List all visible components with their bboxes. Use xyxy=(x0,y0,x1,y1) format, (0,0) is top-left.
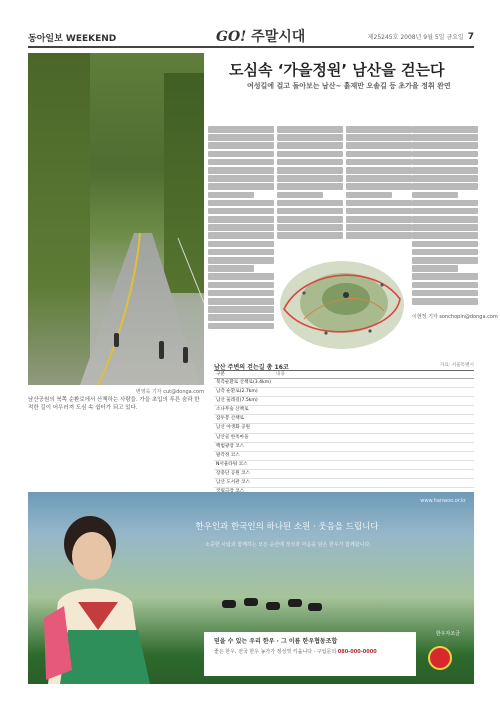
body-text-line xyxy=(412,298,478,305)
course-name: 잠두봉 산책로 xyxy=(216,416,245,422)
body-text-line xyxy=(346,167,412,174)
body-text-line xyxy=(208,306,274,313)
body-text-line xyxy=(208,282,274,289)
body-text-line xyxy=(277,167,343,174)
course-name: 남측 순환로(2.7km) xyxy=(216,389,258,395)
body-text-line xyxy=(346,224,412,231)
walking-course-table xyxy=(214,362,474,485)
table-row xyxy=(214,424,474,433)
body-text-line xyxy=(346,175,412,182)
table-row xyxy=(214,406,474,415)
ad-model-figure xyxy=(38,510,158,684)
body-text-line xyxy=(412,192,458,199)
body-text-line xyxy=(208,216,274,223)
body-text-line xyxy=(208,167,274,174)
table-row xyxy=(214,461,474,470)
course-description xyxy=(276,479,474,487)
body-text-line xyxy=(208,273,274,280)
header-meta xyxy=(368,32,474,42)
ad-strip-title: 믿을 수 있는 우리 한우 · 그 이름 한우협동조합 xyxy=(214,638,338,645)
table-header: 내용 xyxy=(276,372,285,377)
page-number: 7 xyxy=(467,32,474,42)
course-name: 남산골 한옥마을 xyxy=(216,434,249,440)
body-text-line xyxy=(412,216,478,223)
body-text-line xyxy=(412,249,478,256)
body-text-line xyxy=(208,200,274,207)
ad-phone: 080-000-0000 xyxy=(337,649,377,655)
body-text-line xyxy=(412,232,478,239)
body-text-line xyxy=(277,232,343,239)
body-text-line xyxy=(346,192,392,199)
table-source: 자료: 서울특별시 xyxy=(439,363,474,368)
ad-seal-logo xyxy=(428,646,452,670)
table-body xyxy=(214,379,474,497)
body-text-line xyxy=(208,134,274,141)
course-name: 백범광장 코스 xyxy=(216,443,245,449)
body-text-line xyxy=(208,232,274,239)
issue-date: 제25245호 2008년 9월 5일 금요일 xyxy=(367,34,464,41)
ad-info-strip xyxy=(204,632,416,676)
walker-figure xyxy=(114,333,119,347)
body-text-line xyxy=(208,151,274,158)
body-text-line xyxy=(346,183,412,190)
body-text-line xyxy=(412,257,478,264)
body-text-line xyxy=(412,159,478,166)
body-text-line xyxy=(412,142,478,149)
body-text-line xyxy=(208,175,274,182)
section-name: 주말시대 xyxy=(251,29,306,45)
ad-logo-label: 한우자조금 xyxy=(435,631,460,637)
course-description xyxy=(276,397,474,405)
body-text-line xyxy=(208,126,274,133)
table-row xyxy=(214,379,474,388)
course-description xyxy=(276,461,474,469)
course-description xyxy=(276,470,474,478)
body-text-line xyxy=(346,151,412,158)
body-text-line xyxy=(277,192,323,199)
course-name: 팔각정 코스 xyxy=(216,452,240,458)
body-text-line xyxy=(412,273,478,280)
course-description xyxy=(276,452,474,460)
body-text-line xyxy=(277,200,343,207)
article-subtitle: 여성길에 걸고 돌아보는 남산~ 흙재만 오솔길 등 초가을 정취 완연 xyxy=(247,82,451,90)
body-text-line xyxy=(208,298,274,305)
body-text-line xyxy=(277,175,343,182)
body-text-line xyxy=(208,265,254,272)
article-photo xyxy=(28,53,204,385)
newspaper-name: 동아일보 WEEKEND xyxy=(28,34,117,44)
page-header xyxy=(28,26,474,48)
table-row xyxy=(214,388,474,397)
body-text-line xyxy=(277,134,343,141)
body-text-line xyxy=(346,159,412,166)
course-description xyxy=(276,406,474,414)
body-text-line xyxy=(277,159,343,166)
body-text-line xyxy=(208,192,254,199)
ad-strip-text: 좋은 한우, 전국 한우 농가가 정성껏 키웁니다 · 구입문의 xyxy=(214,649,338,655)
body-text-line xyxy=(346,134,412,141)
article-body-column xyxy=(208,126,274,332)
table-row xyxy=(214,443,474,452)
body-text-line xyxy=(346,216,412,223)
table-row xyxy=(214,479,474,488)
table-header-row xyxy=(214,370,474,379)
table-row xyxy=(214,415,474,424)
body-text-line xyxy=(208,323,274,330)
body-text-line xyxy=(412,134,478,141)
walker-figure xyxy=(159,341,164,359)
body-text-line xyxy=(412,290,478,297)
body-text-line xyxy=(208,314,274,321)
ad-cattle-herd xyxy=(218,588,328,618)
course-name: 남산 둘레길(7.5km) xyxy=(216,398,258,404)
body-text-line xyxy=(277,208,343,215)
byline: 이현정 기자 sonchopin@donga.com xyxy=(412,314,498,320)
walking-route-map xyxy=(274,249,410,357)
body-text-line xyxy=(412,208,478,215)
table-row xyxy=(214,397,474,406)
body-text-line xyxy=(208,249,274,256)
body-text-line xyxy=(346,232,412,239)
body-text-line xyxy=(208,208,274,215)
course-description xyxy=(276,434,474,442)
body-text-line xyxy=(277,216,343,223)
article-body-column xyxy=(277,126,343,244)
body-text-line xyxy=(412,151,478,158)
section-title xyxy=(216,26,305,46)
body-text-line xyxy=(412,200,478,207)
course-description xyxy=(276,424,474,432)
article-body-column xyxy=(346,126,412,244)
body-text-line xyxy=(208,159,274,166)
body-text-line xyxy=(208,224,274,231)
photo-caption: 남산공원의 북쪽 순환로에서 산책하는 사람들. 가을 초입의 푸른 숲과 한적한 길이 어우러져 도심 속 쉼터가 되고 있다. xyxy=(28,397,200,411)
body-text-line xyxy=(412,282,478,289)
body-text-line xyxy=(346,208,412,215)
advertisement xyxy=(28,492,474,684)
ad-website: www.hanwoo.or.kr xyxy=(420,498,466,504)
body-text-line xyxy=(346,126,412,133)
table-row xyxy=(214,452,474,461)
body-text-line xyxy=(208,142,274,149)
course-name: N서울타워 코스 xyxy=(216,461,248,467)
body-text-line xyxy=(412,224,478,231)
ad-strip-body xyxy=(214,649,404,656)
section-prefix: GO! xyxy=(216,29,247,45)
body-text-line xyxy=(412,183,478,190)
body-text-line xyxy=(277,183,343,190)
ad-subline: 소중한 사람과 함께하는 모든 순간에 정성과 마음을 담은 한우가 함께합니다. xyxy=(205,542,371,548)
course-description xyxy=(276,379,474,387)
body-text-line xyxy=(208,241,274,248)
walker-figure xyxy=(183,347,188,363)
body-text-line xyxy=(277,151,343,158)
body-text-line xyxy=(208,257,274,264)
course-description xyxy=(276,443,474,451)
body-text-line xyxy=(277,224,343,231)
body-text-line xyxy=(412,167,478,174)
course-description xyxy=(276,415,474,423)
body-text-line xyxy=(346,200,412,207)
ad-headline: 한우인과 한국인의 하나된 소원 · 웃음을 드립니다 xyxy=(195,522,379,532)
body-text-line xyxy=(277,142,343,149)
table-row xyxy=(214,470,474,479)
body-text-line xyxy=(208,183,274,190)
body-text-line xyxy=(412,126,478,133)
article-title: 도심속 ‘가을정원’ 남산을 걷는다 xyxy=(229,61,445,79)
body-text-line xyxy=(208,290,274,297)
table-title: 남산 주변의 걷는길 총 16코 xyxy=(214,364,289,371)
body-text-line xyxy=(346,142,412,149)
course-name: 소나무숲 산책로 xyxy=(216,407,249,413)
course-name: 남산 도서관 코스 xyxy=(216,480,250,486)
photo-credit: 변영욱 기자 cut@donga.com xyxy=(135,389,204,395)
course-name: 장충단 공원 코스 xyxy=(216,470,250,476)
body-text-line xyxy=(412,265,458,272)
body-text-line xyxy=(277,126,343,133)
body-text-line xyxy=(412,241,478,248)
table-header: 구분 xyxy=(216,372,225,377)
body-text-line xyxy=(412,175,478,182)
course-name: 남산 야생화 공원 xyxy=(216,425,250,431)
table-row xyxy=(214,434,474,443)
article-body-column xyxy=(412,126,478,309)
course-name: 북측순환로 산책로(3.4km) xyxy=(216,380,271,385)
course-description xyxy=(276,388,474,396)
